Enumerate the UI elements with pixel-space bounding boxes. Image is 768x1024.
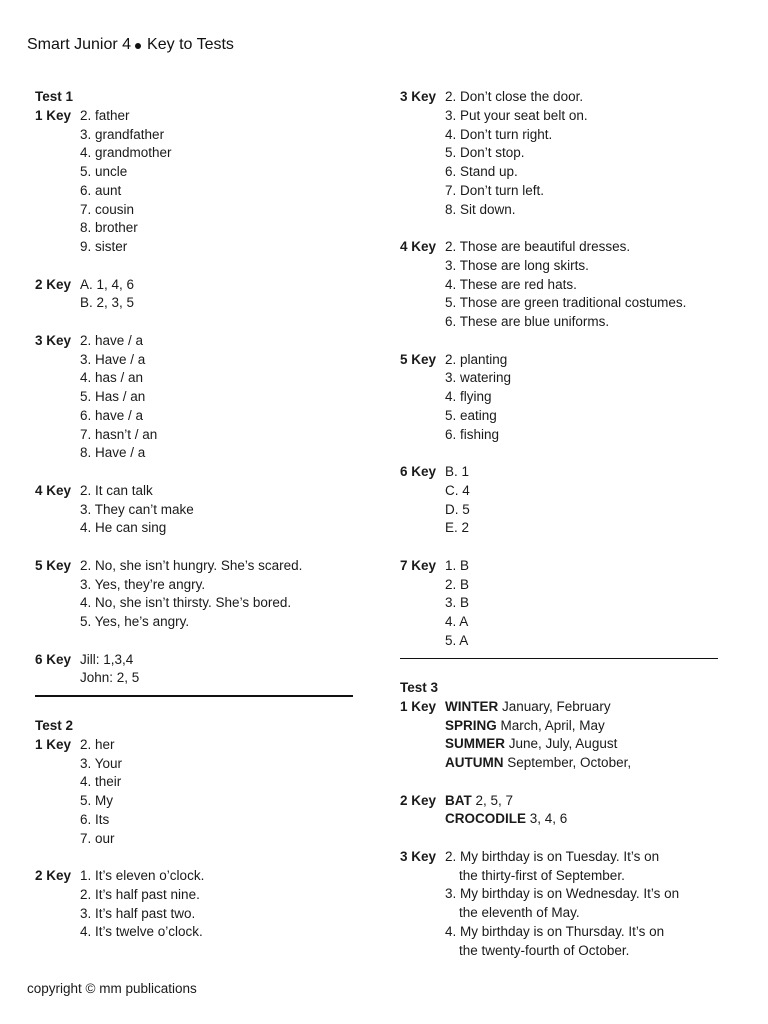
answer-line: 2. have / a xyxy=(80,332,144,348)
test1-key6-label: 6 Key xyxy=(35,651,72,667)
page-header xyxy=(27,36,234,54)
answer-line: 5. Has / an xyxy=(80,389,146,404)
answer-line: 2. Those are beautiful dresses. xyxy=(445,239,631,254)
answer-line: 2. Don’t close the door. xyxy=(445,89,584,104)
answer-line: 4. flying xyxy=(445,389,492,404)
test1-key3-label: 3 Key xyxy=(35,332,72,348)
answer-line: 3. My birthday is on Wednesday. It’s on xyxy=(445,886,680,902)
answer-line: 6. These are blue uniforms. xyxy=(445,314,610,329)
answer-line: 5. Don’t stop. xyxy=(445,145,525,161)
answer-line: 3. Have / a xyxy=(80,351,146,367)
answer-line: 3. B xyxy=(445,595,470,611)
test3-key3-label: 3 Key xyxy=(400,848,437,864)
answer-line: CROCODILE 3, 4, 6 xyxy=(445,811,568,827)
answer-line: 3. It’s half past two. xyxy=(80,905,196,921)
answer-line: 8. brother xyxy=(80,220,138,236)
answer-line: John: 2, 5 xyxy=(80,670,140,686)
right-column xyxy=(400,88,718,960)
answer-line: AUTUMN September, October, xyxy=(445,755,632,770)
answer-line: 7. Don’t turn left. xyxy=(445,182,545,198)
answer-line: 6. Its xyxy=(80,811,110,827)
answer-line: 4. It’s twelve o’clock. xyxy=(80,924,203,940)
bullet-icon xyxy=(135,43,141,49)
answer-line: 4. A xyxy=(445,614,469,629)
answer-line: SUMMER June, July, August xyxy=(445,736,618,752)
answer-line: 6. Stand up. xyxy=(445,164,518,179)
answer-line: the eleventh of May. xyxy=(459,905,580,920)
test2-key2-label: 2 Key xyxy=(35,868,72,883)
answer-line: 2. No, she isn’t hungry. She’s scared. xyxy=(80,557,303,573)
answer-line: 2. My birthday is on Tuesday. It’s on xyxy=(445,848,660,864)
test3-key1-label: 1 Key xyxy=(400,698,437,714)
answer-line: 5. A xyxy=(445,632,469,648)
header-subtitle: Key to Tests xyxy=(147,36,234,53)
answer-line: 4. grandmother xyxy=(80,145,172,161)
answer-line: 8. Sit down. xyxy=(445,201,516,217)
answer-line: 2. It can talk xyxy=(80,482,153,498)
section-divider xyxy=(35,695,353,697)
test2-key1-label: 1 Key xyxy=(35,736,72,752)
answer-line: 4. He can sing xyxy=(80,520,167,536)
test3-title: Test 3 xyxy=(400,680,439,695)
answer-line: 1. B xyxy=(445,557,470,573)
answer-line: 6. have / a xyxy=(80,407,144,423)
test1-key2-label: 2 Key xyxy=(35,276,72,292)
test2-key6-label: 6 Key xyxy=(400,464,437,479)
answer-line: 2. her xyxy=(80,736,115,752)
answer-line: 3. grandfather xyxy=(80,126,165,142)
answer-line: 7. hasn’t / an xyxy=(80,426,158,442)
answer-line: 7. cousin xyxy=(80,201,135,217)
answer-line: 3. watering xyxy=(445,370,512,386)
test1-key4-label: 4 Key xyxy=(35,482,72,498)
copyright-footer: copyright © mm publications xyxy=(27,981,197,996)
answer-line: 4. These are red hats. xyxy=(445,276,577,292)
answer-line: the thirty-first of September. xyxy=(459,867,625,883)
test1-key5-label: 5 Key xyxy=(35,557,72,573)
answer-line: 3. Put your seat belt on. xyxy=(445,107,588,123)
answer-line: 2. B xyxy=(445,576,470,592)
test2-key7-label: 7 Key xyxy=(400,557,437,573)
answer-line: C. 4 xyxy=(445,482,470,498)
answer-line: 4. their xyxy=(80,774,122,790)
answer-line: SPRING March, April, May xyxy=(445,717,605,733)
answer-line: 5. Those are green traditional costumes. xyxy=(445,295,687,311)
test3-key2-label: 2 Key xyxy=(400,792,437,808)
answer-line: 4. No, she isn’t thirsty. She’s bored. xyxy=(80,595,292,611)
answer-line: 3. Your xyxy=(80,755,123,771)
test2-key3-label: 3 Key xyxy=(400,89,437,104)
answer-line: 6. fishing xyxy=(445,426,500,442)
test1-key1-label: 1 Key xyxy=(35,107,72,123)
section-divider xyxy=(400,658,718,660)
book-title: Smart Junior 4 xyxy=(27,36,132,53)
test2-key4-label: 4 Key xyxy=(400,239,437,254)
answer-line: 6. aunt xyxy=(80,182,122,198)
answer-line: 4. My birthday is on Thursday. It’s on xyxy=(445,923,665,939)
answer-line: 8. Have / a xyxy=(80,445,146,461)
answer-line: 2. It’s half past nine. xyxy=(80,886,200,902)
answer-line: BAT 2, 5, 7 xyxy=(445,792,514,808)
answer-line: 3. Yes, they’re angry. xyxy=(80,576,206,592)
answer-line: 5. Yes, he’s angry. xyxy=(80,614,190,629)
answer-line: 9. sister xyxy=(80,239,128,254)
answer-line: 3. Those are long skirts. xyxy=(445,257,589,273)
answer-line: 5. My xyxy=(80,793,114,808)
answer-line: WINTER January, February xyxy=(445,698,611,714)
answer-line: 2. father xyxy=(80,107,130,123)
answer-line: 4. has / an xyxy=(80,370,144,386)
test2-key5-label: 5 Key xyxy=(400,351,437,367)
test2-title: Test 2 xyxy=(35,718,74,733)
answer-line: D. 5 xyxy=(445,501,470,517)
answer-line: E. 2 xyxy=(445,520,470,536)
answer-line: Jill: 1,3,4 xyxy=(80,651,134,667)
test1-title: Test 1 xyxy=(35,89,74,104)
answer-line: A. 1, 4, 6 xyxy=(80,276,135,292)
answer-line: B. 1 xyxy=(445,464,470,479)
answer-line: the twenty-fourth of October. xyxy=(459,942,630,958)
answer-line: 7. our xyxy=(80,830,115,846)
answer-line: 1. It’s eleven o’clock. xyxy=(80,868,205,883)
answer-line: 4. Don’t turn right. xyxy=(445,126,553,142)
answer-line: 5. eating xyxy=(445,407,497,423)
answer-line: 2. planting xyxy=(445,351,508,367)
answer-line: 3. They can’t make xyxy=(80,501,194,517)
left-column xyxy=(35,88,353,942)
answer-line: B. 2, 3, 5 xyxy=(80,295,135,311)
answer-line: 5. uncle xyxy=(80,164,128,179)
